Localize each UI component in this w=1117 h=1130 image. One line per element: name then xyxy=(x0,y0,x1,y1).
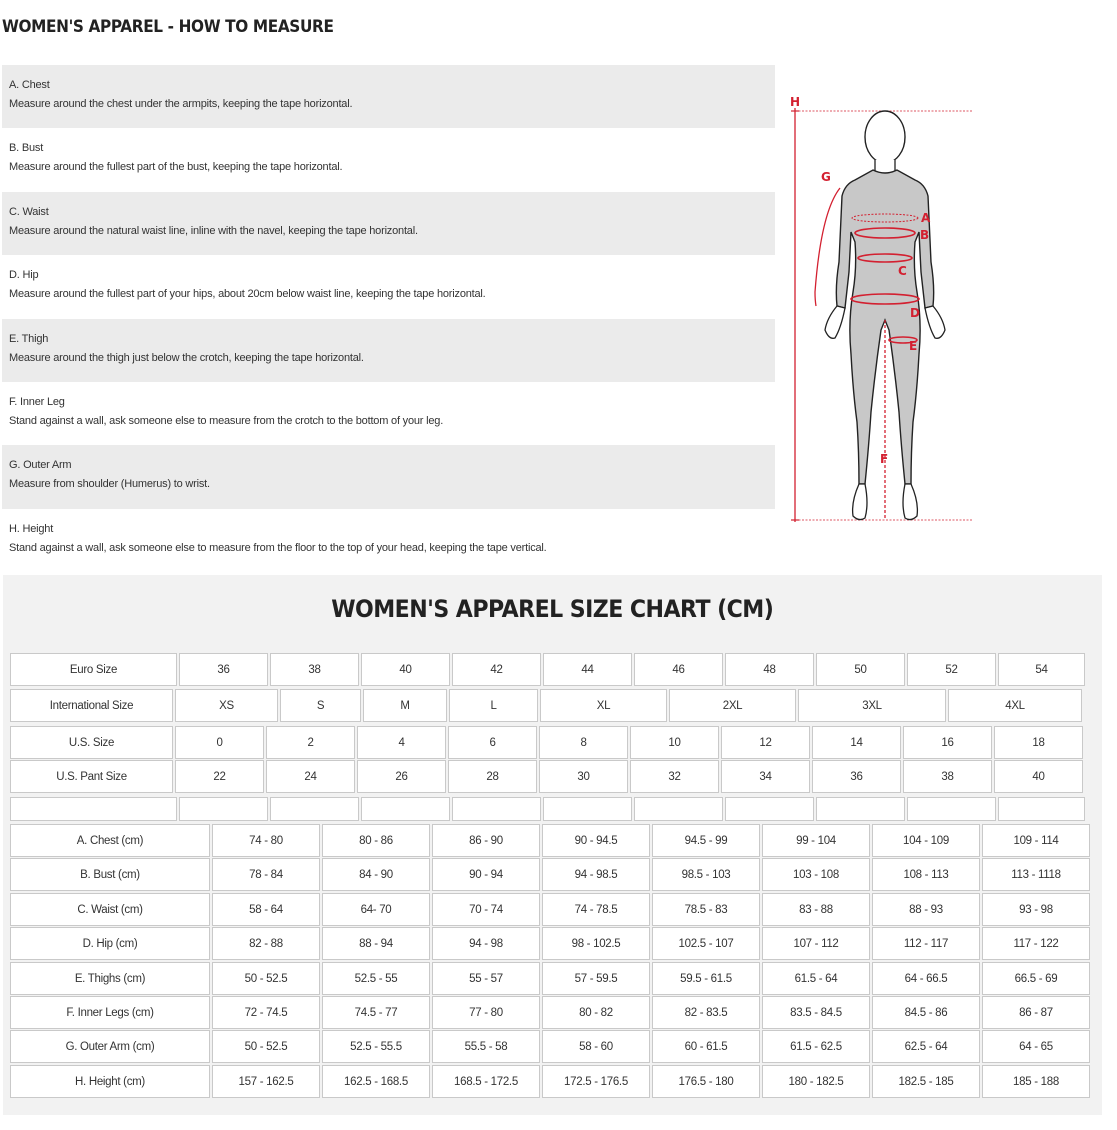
table-cell: 84.5 - 86 xyxy=(872,996,980,1029)
measure-description: Measure around the thigh just below the crotch, keeping the tape horizontal. xyxy=(9,351,364,364)
measure-row-height xyxy=(10,1065,1090,1098)
table-cell: L xyxy=(449,689,538,722)
measure-row-waist xyxy=(10,893,1090,926)
measure-item-height xyxy=(2,509,775,572)
table-cell: 90 - 94.5 xyxy=(542,824,650,857)
table-cell: 83 - 88 xyxy=(762,893,870,926)
measure-item-bust xyxy=(2,128,775,191)
measure-title: G. Outer Arm xyxy=(9,459,72,472)
size-chart-title: WOMEN'S APPAREL SIZE CHART (CM) xyxy=(331,595,774,623)
table-cell: 40 xyxy=(994,760,1083,793)
table-cell: 40 xyxy=(361,653,450,686)
table-cell xyxy=(816,797,905,821)
table-cell xyxy=(361,797,450,821)
table-cell: 24 xyxy=(266,760,355,793)
table-cell: 162.5 - 168.5 xyxy=(322,1065,430,1098)
table-cell: 80 - 86 xyxy=(322,824,430,857)
table-cell: 54 xyxy=(998,653,1085,686)
row-label: F. Inner Legs (cm) xyxy=(10,996,210,1029)
table-cell: 157 - 162.5 xyxy=(212,1065,320,1098)
row-label: Euro Size xyxy=(10,653,177,686)
table-cell: 88 - 94 xyxy=(322,927,430,960)
table-cell: M xyxy=(363,689,447,722)
table-cell: 99 - 104 xyxy=(762,824,870,857)
row-label: G. Outer Arm (cm) xyxy=(10,1030,210,1063)
row-label: A. Chest (cm) xyxy=(10,824,210,857)
size-row-euro xyxy=(10,653,1090,686)
label-c: C xyxy=(898,264,907,278)
table-cell xyxy=(998,797,1085,821)
table-cell xyxy=(543,797,632,821)
measure-title: C. Waist xyxy=(9,205,49,218)
table-cell: 84 - 90 xyxy=(322,858,430,891)
label-e: E xyxy=(909,339,918,353)
table-cell: 34 xyxy=(721,760,810,793)
table-cell: 46 xyxy=(634,653,723,686)
table-cell: 78 - 84 xyxy=(212,858,320,891)
table-cell xyxy=(907,797,996,821)
label-f: F xyxy=(880,452,889,466)
female-silhouette-figure xyxy=(785,92,980,532)
table-cell xyxy=(452,797,541,821)
table-cell: 168.5 - 172.5 xyxy=(432,1065,540,1098)
table-cell: 61.5 - 62.5 xyxy=(762,1030,870,1063)
row-label: H. Height (cm) xyxy=(10,1065,210,1098)
table-cell: 107 - 112 xyxy=(762,927,870,960)
table-cell: 52 xyxy=(907,653,996,686)
table-cell: 50 - 52.5 xyxy=(212,1030,320,1063)
table-cell: 60 - 61.5 xyxy=(652,1030,760,1063)
table-cell: 22 xyxy=(175,760,264,793)
table-cell: 90 - 94 xyxy=(432,858,540,891)
table-cell: 109 - 114 xyxy=(982,824,1090,857)
row-label: International Size xyxy=(10,689,173,722)
table-cell: 94.5 - 99 xyxy=(652,824,760,857)
table-cell: 94 - 98 xyxy=(432,927,540,960)
table-cell: 185 - 188 xyxy=(982,1065,1090,1098)
table-cell: 14 xyxy=(812,726,901,759)
table-cell: 98.5 - 103 xyxy=(652,858,760,891)
measure-title: A. Chest xyxy=(9,79,50,91)
measure-title: H. Height xyxy=(9,522,54,535)
measure-title: E. Thigh xyxy=(9,332,49,345)
table-cell: 72 - 74.5 xyxy=(212,996,320,1029)
body-measurement-figure xyxy=(785,92,980,532)
table-cell: 16 xyxy=(903,726,992,759)
table-cell: 50 xyxy=(816,653,905,686)
table-cell: 6 xyxy=(448,726,537,759)
row-label: E. Thighs (cm) xyxy=(10,962,210,995)
row-label: U.S. Size xyxy=(10,726,173,759)
table-cell: 86 - 87 xyxy=(982,996,1090,1029)
measure-row-inner-legs xyxy=(10,996,1090,1029)
table-cell: 78.5 - 83 xyxy=(652,893,760,926)
table-cell: 80 - 82 xyxy=(542,996,650,1029)
row-label: C. Waist (cm) xyxy=(10,893,210,926)
table-cell: 74 - 78.5 xyxy=(542,893,650,926)
table-cell: 58 - 60 xyxy=(542,1030,650,1063)
table-cell: 38 xyxy=(270,653,359,686)
table-cell: 62.5 - 64 xyxy=(872,1030,980,1063)
measure-item-chest xyxy=(2,65,775,128)
table-cell: 36 xyxy=(812,760,901,793)
table-cell: XL xyxy=(540,689,667,722)
measure-description: Stand against a wall, ask someone else to measure from the floor to the top of your head, keeping the tape vertical. xyxy=(9,541,547,554)
measure-row-hip xyxy=(10,927,1090,960)
table-cell: 94 - 98.5 xyxy=(542,858,650,891)
table-cell: 55 - 57 xyxy=(432,962,540,995)
table-cell xyxy=(270,797,359,821)
row-label xyxy=(10,797,177,821)
table-cell: 50 - 52.5 xyxy=(212,962,320,995)
table-cell: 64 - 65 xyxy=(982,1030,1090,1063)
size-row-empty xyxy=(10,797,1090,821)
table-cell xyxy=(634,797,723,821)
row-label: B. Bust (cm) xyxy=(10,858,210,891)
measure-description: Measure around the fullest part of the bust, keeping the tape horizontal. xyxy=(9,161,343,174)
table-cell: 52.5 - 55.5 xyxy=(322,1030,430,1063)
table-cell: 30 xyxy=(539,760,628,793)
table-cell: 38 xyxy=(903,760,992,793)
size-chart-panel xyxy=(3,575,1102,1115)
table-cell: 48 xyxy=(725,653,814,686)
measure-title: B. Bust xyxy=(9,142,44,155)
table-cell: 58 - 64 xyxy=(212,893,320,926)
page-title: WOMEN'S APPAREL - HOW TO MEASURE xyxy=(2,17,334,37)
table-cell: 42 xyxy=(452,653,541,686)
measure-description: Measure from shoulder (Humerus) to wrist. xyxy=(9,478,210,491)
row-label: D. Hip (cm) xyxy=(10,927,210,960)
table-cell: 66.5 - 69 xyxy=(982,962,1090,995)
table-cell: 61.5 - 64 xyxy=(762,962,870,995)
size-row-us-pant xyxy=(10,760,1090,793)
table-cell: 113 - 1118 xyxy=(982,858,1090,891)
table-cell xyxy=(725,797,814,821)
table-cell: 0 xyxy=(175,726,264,759)
table-cell: 59.5 - 61.5 xyxy=(652,962,760,995)
table-cell: 55.5 - 58 xyxy=(432,1030,540,1063)
label-h: H xyxy=(790,95,801,109)
measure-description: Measure around the fullest part of your hips, about 20cm below waist line, keeping the tape horizontal. xyxy=(9,288,486,301)
table-cell: 12 xyxy=(721,726,810,759)
table-cell: S xyxy=(280,689,361,722)
table-cell: 108 - 113 xyxy=(872,858,980,891)
table-cell: 8 xyxy=(539,726,628,759)
measure-item-inner-leg xyxy=(2,382,775,445)
table-cell: 98 - 102.5 xyxy=(542,927,650,960)
table-cell xyxy=(179,797,268,821)
table-cell: 172.5 - 176.5 xyxy=(542,1065,650,1098)
table-cell: 93 - 98 xyxy=(982,893,1090,926)
measure-title: D. Hip xyxy=(9,269,39,282)
table-cell: 44 xyxy=(543,653,632,686)
table-cell: 10 xyxy=(630,726,719,759)
size-row-us xyxy=(10,726,1090,759)
table-cell: 18 xyxy=(994,726,1083,759)
table-cell: 82 - 83.5 xyxy=(652,996,760,1029)
measure-item-hip xyxy=(2,255,775,318)
table-cell: 83.5 - 84.5 xyxy=(762,996,870,1029)
table-cell: 88 - 93 xyxy=(872,893,980,926)
table-cell: 102.5 - 107 xyxy=(652,927,760,960)
measure-item-thigh xyxy=(2,319,775,382)
label-a: A xyxy=(921,211,931,225)
table-cell: 176.5 - 180 xyxy=(652,1065,760,1098)
table-cell: 3XL xyxy=(798,689,946,722)
row-label: U.S. Pant Size xyxy=(10,760,173,793)
table-cell: 57 - 59.5 xyxy=(542,962,650,995)
table-cell: 2 xyxy=(266,726,355,759)
head-shape xyxy=(865,111,905,163)
label-b: B xyxy=(920,228,930,242)
table-cell: 77 - 80 xyxy=(432,996,540,1029)
table-cell: 82 - 88 xyxy=(212,927,320,960)
measure-item-outer-arm xyxy=(2,445,775,508)
measure-row-thighs xyxy=(10,962,1090,995)
table-cell: 32 xyxy=(630,760,719,793)
measure-item-waist xyxy=(2,192,775,255)
table-cell: 36 xyxy=(179,653,268,686)
measure-row-bust xyxy=(10,858,1090,891)
table-cell: 117 - 122 xyxy=(982,927,1090,960)
measurement-instructions xyxy=(2,65,775,572)
table-cell: 103 - 108 xyxy=(762,858,870,891)
measure-description: Measure around the natural waist line, inline with the navel, keeping the tape horizontal. xyxy=(9,224,418,237)
table-cell: 104 - 109 xyxy=(872,824,980,857)
measure-description: Measure around the chest under the armpits, keeping the tape horizontal. xyxy=(9,98,353,110)
table-cell: 64- 70 xyxy=(322,893,430,926)
table-cell: XS xyxy=(175,689,278,722)
table-cell: 182.5 - 185 xyxy=(872,1065,980,1098)
table-cell: 112 - 117 xyxy=(872,927,980,960)
table-cell: 2XL xyxy=(669,689,796,722)
size-row-international xyxy=(10,689,1090,722)
table-cell: 52.5 - 55 xyxy=(322,962,430,995)
measure-row-chest xyxy=(10,824,1090,857)
table-cell: 26 xyxy=(357,760,446,793)
table-cell: 4XL xyxy=(948,689,1082,722)
table-cell: 4 xyxy=(357,726,446,759)
label-g: G xyxy=(821,170,831,184)
table-cell: 64 - 66.5 xyxy=(872,962,980,995)
label-d: D xyxy=(910,306,920,320)
measure-title: F. Inner Leg xyxy=(9,395,65,408)
table-cell: 74.5 - 77 xyxy=(322,996,430,1029)
table-cell: 86 - 90 xyxy=(432,824,540,857)
table-cell: 70 - 74 xyxy=(432,893,540,926)
measure-row-outer-arm xyxy=(10,1030,1090,1063)
measure-description: Stand against a wall, ask someone else to measure from the crotch to the bottom of your leg. xyxy=(9,414,444,427)
table-cell: 180 - 182.5 xyxy=(762,1065,870,1098)
table-cell: 74 - 80 xyxy=(212,824,320,857)
table-cell: 28 xyxy=(448,760,537,793)
